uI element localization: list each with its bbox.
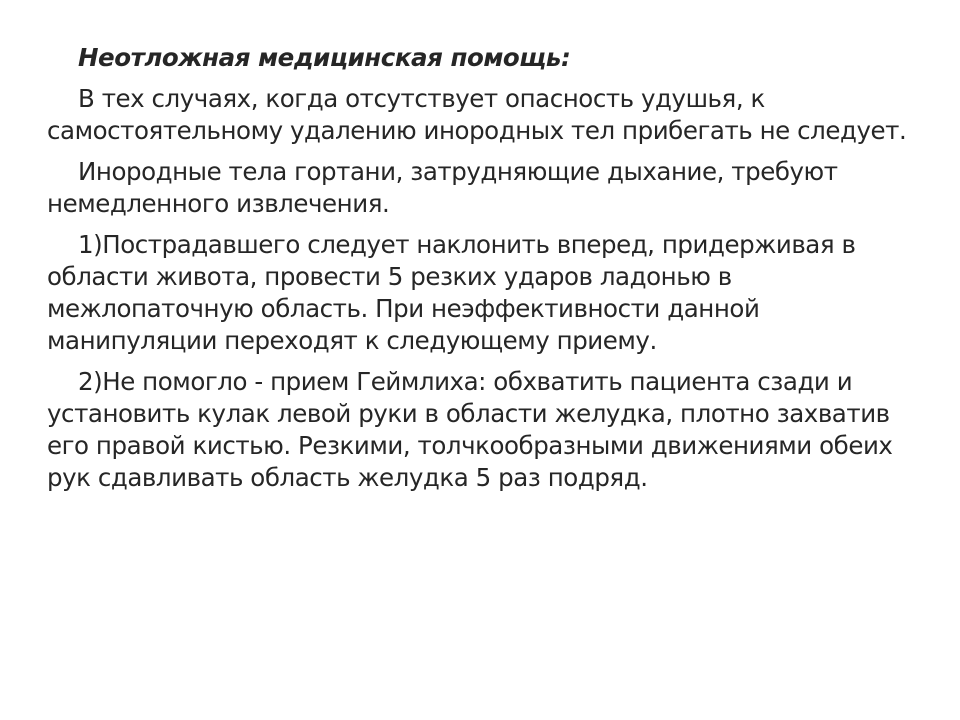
paragraph-step-2-heimlich: 2)Не помогло - прием Геймлиха: обхватить пациента сзади и установить кулак левой руки в области желудка, плотно захватив его правой кистью. Резкими, толчкообразными движениями обеих рук сдавливать область желудка 5 раз подряд. — [47, 367, 893, 492]
slide-content — [47, 42, 922, 503]
paragraph-step-1-back-blows: 1)Пострадавшего следует наклонить вперед, придерживая в области живота, провести 5 резких ударов ладонью в межлопаточную область. При неэффективности данной манипуляции переходят к следующему приему. — [47, 230, 856, 355]
slide-heading: Неотложная медицинская помощь: — [78, 43, 571, 72]
paragraph-choking-absent: В тех случаях, когда отсутствует опасность удушья, к самостоятельному удалению инородных тел прибегать не следует. — [47, 84, 907, 145]
paragraph-laryngeal-bodies: Инородные тела гортани, затрудняющие дыхание, требуют немедленного извлечения. — [47, 157, 838, 218]
